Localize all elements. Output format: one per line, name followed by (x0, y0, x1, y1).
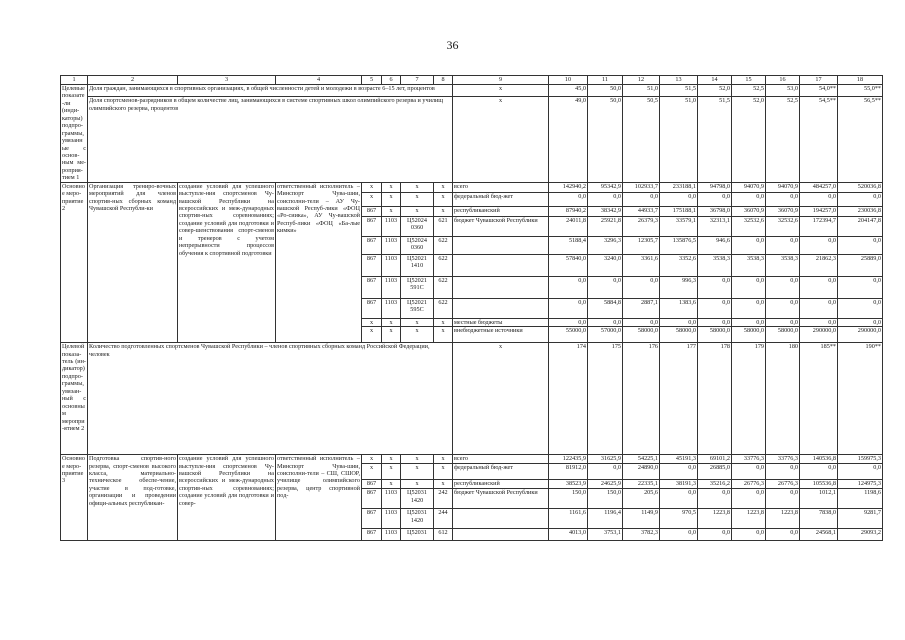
value-cell: 87940,2 (549, 206, 588, 216)
value-cell: 0,0 (660, 489, 698, 509)
indicator-text: Доля спортсменов-разрядников в общем количестве лиц, занимающихся в системе спортивных школ олимпийского резерва и училищ олимпийского резерва, процентов (88, 97, 453, 182)
funding-source: федеральный бюд-жет (453, 192, 549, 206)
column-number: 17 (800, 76, 838, 85)
code-cell: x (362, 318, 382, 326)
value-cell: 150,0 (549, 489, 588, 509)
value-cell: 0,0 (623, 276, 660, 298)
value-cell: 0,0 (698, 192, 732, 206)
value-cell: 56,5** (838, 97, 883, 182)
value-cell: 233188,1 (660, 182, 698, 192)
code-cell: Ц52021 595С (401, 298, 434, 318)
code-cell: 867 (362, 276, 382, 298)
value-cell: 50,0 (588, 85, 623, 97)
code-cell: x (434, 455, 453, 464)
value-cell: 52,0 (732, 97, 766, 182)
code-cell: Ц52031 (401, 529, 434, 541)
event-name: Подготовка спортив-ного резерва, спорт-сменов высокого класса, материально-техническое обеспе-чение, участие в под-готовке, организации и проведении офици-альных республикан- (88, 455, 178, 541)
column-number: 3 (178, 76, 276, 85)
value-cell: 0,0 (732, 489, 766, 509)
value-cell: 58000,0 (766, 327, 800, 343)
value-cell: 26379,3 (623, 216, 660, 236)
funding-source (453, 529, 549, 541)
code-cell: x (401, 327, 434, 343)
table-row (61, 182, 883, 192)
funding-source: бюджет Чувашской Республики (453, 489, 549, 509)
value-cell: 484257,0 (800, 182, 838, 192)
code-cell: x (401, 480, 434, 489)
table-row (61, 97, 883, 182)
value-cell: 7838,0 (800, 509, 838, 529)
value-cell: 0,0 (549, 192, 588, 206)
code-cell: x (401, 206, 434, 216)
value-cell: 0,0 (732, 192, 766, 206)
column-number: 14 (698, 76, 732, 85)
value-cell: 94070,9 (732, 182, 766, 192)
code-cell: 621 (434, 216, 453, 236)
value-cell: 1383,6 (660, 298, 698, 318)
value-cell: 25889,0 (838, 254, 883, 276)
value-cell: 94798,0 (698, 182, 732, 192)
code-cell: 622 (434, 276, 453, 298)
value-cell: 135876,5 (660, 236, 698, 254)
column-number: 8 (434, 76, 453, 85)
code-cell: 867 (362, 298, 382, 318)
value-cell: 0,0 (660, 529, 698, 541)
value-cell: 970,5 (660, 509, 698, 529)
value-cell: 49,0 (549, 97, 588, 182)
value-cell: 0,0 (698, 276, 732, 298)
value-cell: 0,0 (800, 192, 838, 206)
value-cell: 58000,0 (623, 327, 660, 343)
value-cell: 29093,2 (838, 529, 883, 541)
code-cell: Ц52024 0360 (401, 216, 434, 236)
column-number: 15 (732, 76, 766, 85)
code-cell: 1103 (382, 489, 401, 509)
column-number: 11 (588, 76, 623, 85)
value-cell: 0,0 (732, 464, 766, 480)
event-name: Организация трениро-вочных мероприятий для членов спортив-ных сборных команд Чувашской Республи-ки (88, 182, 178, 342)
value-cell: 0,0 (660, 318, 698, 326)
code-cell: 244 (434, 509, 453, 529)
value-cell: 180 (766, 343, 800, 455)
funding-source: внебюджетные источники (453, 327, 549, 343)
value-cell: 3782,3 (623, 529, 660, 541)
code-cell: 622 (434, 298, 453, 318)
code-cell: x (382, 206, 401, 216)
column-number: 16 (766, 76, 800, 85)
value-cell: 53,0 (766, 85, 800, 97)
value-cell: 1149,9 (623, 509, 660, 529)
code-cell: 1103 (382, 529, 401, 541)
value-cell: 5884,8 (588, 298, 623, 318)
funding-source (453, 509, 549, 529)
code-cell: 867 (362, 480, 382, 489)
column-number: 9 (453, 76, 549, 85)
value-cell: 0,0 (732, 276, 766, 298)
value-cell: 24890,0 (623, 464, 660, 480)
value-cell: 194257,0 (800, 206, 838, 216)
column-number: 13 (660, 76, 698, 85)
code-cell: x (401, 192, 434, 206)
value-cell: 26776,3 (766, 480, 800, 489)
code-cell: 1103 (382, 276, 401, 298)
funding-source: местные бюджеты (453, 318, 549, 326)
value-cell: 52,0 (698, 85, 732, 97)
value-cell: 54225,1 (623, 455, 660, 464)
value-cell: 52,5 (766, 97, 800, 182)
value-cell: 58000,0 (698, 327, 732, 343)
value-cell: 2887,1 (623, 298, 660, 318)
value-cell: 0,0 (766, 464, 800, 480)
value-cell: 190** (838, 343, 883, 455)
value-cell: 51,0 (660, 97, 698, 182)
value-cell: 50,0 (588, 97, 623, 182)
value-cell: 35216,2 (698, 480, 732, 489)
code-cell: x (362, 327, 382, 343)
value-cell: 159975,3 (838, 455, 883, 464)
value-cell: 3361,6 (623, 254, 660, 276)
value-cell: 124975,3 (838, 480, 883, 489)
value-cell: 26776,3 (732, 480, 766, 489)
code-cell: 242 (434, 489, 453, 509)
code-cell: 867 (362, 489, 382, 509)
value-cell: 94070,9 (766, 182, 800, 192)
column-number: 12 (623, 76, 660, 85)
value-cell: 95342,9 (588, 182, 623, 192)
code-cell: Ц52031 1420 (401, 509, 434, 529)
value-cell: 21862,3 (800, 254, 838, 276)
value-cell: 31625,9 (588, 455, 623, 464)
code-cell: 1103 (382, 254, 401, 276)
value-cell: 1223,8 (698, 509, 732, 529)
value-cell: 0,0 (766, 489, 800, 509)
indicator-text: Доля граждан, занимающихся в спортивных организациях, в общей численности детей и молодежи в возрасте 6–15 лет, процентов (88, 85, 453, 97)
value-cell: 36070,9 (732, 206, 766, 216)
value-cell: 33579,1 (660, 216, 698, 236)
value-cell: 33776,3 (766, 455, 800, 464)
table-row (61, 455, 883, 464)
value-cell: 946,6 (698, 236, 732, 254)
page-number: 36 (446, 38, 459, 52)
value-cell: 0,0 (800, 318, 838, 326)
value-cell: 0,0 (838, 464, 883, 480)
value-cell: 54,5** (800, 97, 838, 182)
value-cell: 44933,7 (623, 206, 660, 216)
value-cell: 177 (660, 343, 698, 455)
value-cell: 51,5 (660, 85, 698, 97)
value-cell: 0,0 (623, 318, 660, 326)
value-cell: 51,5 (698, 97, 732, 182)
code-cell: x (434, 206, 453, 216)
value-cell: 3240,0 (588, 254, 623, 276)
value-cell: 3538,3 (732, 254, 766, 276)
value-cell: 0,0 (588, 192, 623, 206)
code-cell: x (382, 318, 401, 326)
cell-x: x (453, 97, 549, 182)
value-cell: 0,0 (698, 298, 732, 318)
value-cell: 57000,0 (588, 327, 623, 343)
value-cell: 12305,7 (623, 236, 660, 254)
value-cell: 0,0 (800, 276, 838, 298)
code-cell: Ц52021 591С (401, 276, 434, 298)
cell-x: x (453, 343, 549, 455)
value-cell: 52,5 (732, 85, 766, 97)
value-cell: 0,0 (588, 464, 623, 480)
column-number: 5 (362, 76, 382, 85)
column-number: 2 (88, 76, 178, 85)
value-cell: 9281,7 (838, 509, 883, 529)
code-cell: 867 (362, 206, 382, 216)
value-cell: 69101,2 (698, 455, 732, 464)
value-cell: 205,6 (623, 489, 660, 509)
code-cell: x (362, 192, 382, 206)
value-cell: 38523,9 (549, 480, 588, 489)
value-cell: 179 (732, 343, 766, 455)
funding-source (453, 236, 549, 254)
event-label: Основное меро-приятие 2 (61, 182, 88, 342)
table-row (61, 343, 883, 455)
value-cell: 290000,0 (800, 327, 838, 343)
code-cell: 867 (362, 509, 382, 529)
value-cell: 32532,6 (732, 216, 766, 236)
value-cell: 0,0 (838, 192, 883, 206)
value-cell: 0,0 (588, 318, 623, 326)
table-row (61, 85, 883, 97)
code-cell: x (401, 464, 434, 480)
value-cell: 0,0 (623, 192, 660, 206)
value-cell: 1223,8 (732, 509, 766, 529)
value-cell: 3352,6 (660, 254, 698, 276)
value-cell: 0,0 (766, 236, 800, 254)
code-cell: x (434, 318, 453, 326)
value-cell: 175188,1 (660, 206, 698, 216)
value-cell: 122435,9 (549, 455, 588, 464)
value-cell: 140536,8 (800, 455, 838, 464)
code-cell: x (401, 455, 434, 464)
value-cell: 25921,8 (588, 216, 623, 236)
funding-source: всего (453, 455, 549, 464)
code-cell: x (382, 327, 401, 343)
code-cell: x (382, 464, 401, 480)
value-cell: 172394,7 (800, 216, 838, 236)
value-cell: 38191,3 (660, 480, 698, 489)
value-cell: 290000,0 (838, 327, 883, 343)
value-cell: 204147,8 (838, 216, 883, 236)
code-cell: 622 (434, 254, 453, 276)
code-cell: 622 (434, 236, 453, 254)
value-cell: 0,0 (766, 276, 800, 298)
value-cell: 174 (549, 343, 588, 455)
indicator-text: Количество подготовленных спортсменов Чувашской Республики – членов спортивных сборных команд Российской Федерации, человек (88, 343, 453, 455)
value-cell: 32532,6 (766, 216, 800, 236)
value-cell: 0,0 (766, 318, 800, 326)
program-table (60, 75, 883, 541)
value-cell: 230036,8 (838, 206, 883, 216)
code-cell: 867 (362, 236, 382, 254)
funding-source (453, 254, 549, 276)
value-cell: 176 (623, 343, 660, 455)
value-cell: 142940,2 (549, 182, 588, 192)
code-cell: x (434, 464, 453, 480)
value-cell: 102933,7 (623, 182, 660, 192)
column-number: 4 (276, 76, 362, 85)
value-cell: 54,0** (800, 85, 838, 97)
code-cell: x (434, 192, 453, 206)
value-cell: 0,0 (800, 298, 838, 318)
code-cell: 1103 (382, 509, 401, 529)
value-cell: 0,0 (838, 318, 883, 326)
value-cell: 1196,4 (588, 509, 623, 529)
value-cell: 0,0 (549, 276, 588, 298)
code-cell: Ц52024 0360 (401, 236, 434, 254)
code-cell: x (382, 192, 401, 206)
value-cell: 150,0 (588, 489, 623, 509)
value-cell: 36070,9 (766, 206, 800, 216)
funding-source: бюджет Чувашской Республики (453, 216, 549, 236)
code-cell: x (434, 480, 453, 489)
code-cell: x (382, 182, 401, 192)
value-cell: 0,0 (800, 236, 838, 254)
code-cell: x (434, 182, 453, 192)
value-cell: 0,0 (838, 276, 883, 298)
code-cell: x (362, 464, 382, 480)
indicator-label: Целевой показа-тель (ин-дикатор) подпро-граммы, увязан-ный с основным меропри-ятием 2 (61, 343, 88, 455)
value-cell: 22335,1 (623, 480, 660, 489)
value-cell: 0,0 (732, 318, 766, 326)
value-cell: 0,0 (838, 298, 883, 318)
code-cell: x (401, 318, 434, 326)
event-executor: ответственный исполнитель – Минспорт Чува-шии, соисполни-тели – АУ Чу-вашской Респуб-лики «ФОЦ «Ро-сиика», АУ Чу-вашской Респуб-лики «ФОЦ «Ба-лые кимки» (276, 182, 362, 342)
value-cell: 50,5 (623, 97, 660, 182)
funding-source: республиканский (453, 480, 549, 489)
value-cell: 0,0 (732, 529, 766, 541)
value-cell: 0,0 (549, 318, 588, 326)
code-cell: 867 (362, 529, 382, 541)
value-cell: 58000,0 (660, 327, 698, 343)
code-cell: 1103 (382, 236, 401, 254)
value-cell: 4013,0 (549, 529, 588, 541)
value-cell: 36798,0 (698, 206, 732, 216)
code-cell: Ц52031 1420 (401, 489, 434, 509)
value-cell: 0,0 (732, 236, 766, 254)
value-cell: 185** (800, 343, 838, 455)
value-cell: 0,0 (698, 489, 732, 509)
value-cell: 55000,0 (549, 327, 588, 343)
header-row (61, 76, 883, 85)
column-number: 18 (838, 76, 883, 85)
value-cell: 0,0 (732, 298, 766, 318)
column-number: 6 (382, 76, 401, 85)
value-cell: 58000,0 (732, 327, 766, 343)
column-number: 10 (549, 76, 588, 85)
funding-source: всего (453, 182, 549, 192)
value-cell: 520036,8 (838, 182, 883, 192)
value-cell: 0,0 (766, 192, 800, 206)
value-cell: 1223,8 (766, 509, 800, 529)
code-cell: 867 (362, 216, 382, 236)
code-cell: x (382, 480, 401, 489)
indicator-label: Целевые показате-ли (инди-каторы) подпро-граммы, увязанные с основ-ным ме-роприя-тием 1 (62, 85, 86, 182)
value-cell: 0,0 (766, 529, 800, 541)
code-cell: x (382, 455, 401, 464)
value-cell: 0,0 (766, 298, 800, 318)
value-cell: 0,0 (660, 192, 698, 206)
code-cell: 1103 (382, 298, 401, 318)
value-cell: 5188,4 (549, 236, 588, 254)
code-cell: x (362, 182, 382, 192)
value-cell: 32313,1 (698, 216, 732, 236)
value-cell: 0,0 (660, 464, 698, 480)
code-cell: 1103 (382, 216, 401, 236)
value-cell: 1198,6 (838, 489, 883, 509)
value-cell: 24568,1 (800, 529, 838, 541)
cell-x: x (453, 85, 549, 97)
code-cell: x (434, 327, 453, 343)
code-cell: x (362, 455, 382, 464)
funding-source: республиканский (453, 206, 549, 216)
code-cell: x (401, 182, 434, 192)
value-cell: 57840,0 (549, 254, 588, 276)
event-goal: создание условий для успешного выступле-ния спортсменов Чу-вашской Республики на всероссийских и меж-дународных спортив-ных соревнованиях; создание условий для подготовки и совер-шенствования спорт-сменов и тренеров с учетом непрерывности процессов обучения к спортивной подготовки (178, 182, 276, 342)
funding-source: федеральный бюд-жет (453, 464, 549, 480)
value-cell: 26885,0 (698, 464, 732, 480)
funding-source (453, 276, 549, 298)
value-cell: 33776,3 (732, 455, 766, 464)
code-cell: 867 (362, 254, 382, 276)
value-cell: 55,0** (838, 85, 883, 97)
value-cell: 996,3 (660, 276, 698, 298)
value-cell: 3296,3 (588, 236, 623, 254)
funding-source (453, 298, 549, 318)
value-cell: 45191,3 (660, 455, 698, 464)
value-cell: 1012,1 (800, 489, 838, 509)
value-cell: 105536,8 (800, 480, 838, 489)
code-cell: Ц52021 1410 (401, 254, 434, 276)
event-label: Основное меро-приятие 3 (61, 455, 88, 541)
value-cell: 24625,9 (588, 480, 623, 489)
value-cell: 175 (588, 343, 623, 455)
value-cell: 45,0 (549, 85, 588, 97)
value-cell: 0,0 (800, 464, 838, 480)
event-executor: ответственный исполнитель – Минспорт Чува-шии, соисполни-тели – СШ, СШОР, училище олимпийского резерва, центр спортивной под- (276, 455, 362, 541)
value-cell: 24011,8 (549, 216, 588, 236)
value-cell: 0,0 (698, 318, 732, 326)
event-goal: создание условий для успешного выступле-ния спортсменов Чу-вашской Республики на всероссийских и меж-дународных спортив-ных соревнованиях; создание условий для подготовки и совер- (178, 455, 276, 541)
value-cell: 3753,1 (588, 529, 623, 541)
value-cell: 0,0 (549, 298, 588, 318)
column-number: 1 (61, 76, 88, 85)
value-cell: 38342,9 (588, 206, 623, 216)
value-cell: 178 (698, 343, 732, 455)
value-cell: 0,0 (838, 236, 883, 254)
value-cell: 3538,3 (698, 254, 732, 276)
value-cell: 0,0 (698, 529, 732, 541)
value-cell: 81912,0 (549, 464, 588, 480)
value-cell: 1161,6 (549, 509, 588, 529)
value-cell: 3538,3 (766, 254, 800, 276)
value-cell: 0,0 (588, 276, 623, 298)
column-number: 7 (401, 76, 434, 85)
code-cell: 612 (434, 529, 453, 541)
value-cell: 51,0 (623, 85, 660, 97)
